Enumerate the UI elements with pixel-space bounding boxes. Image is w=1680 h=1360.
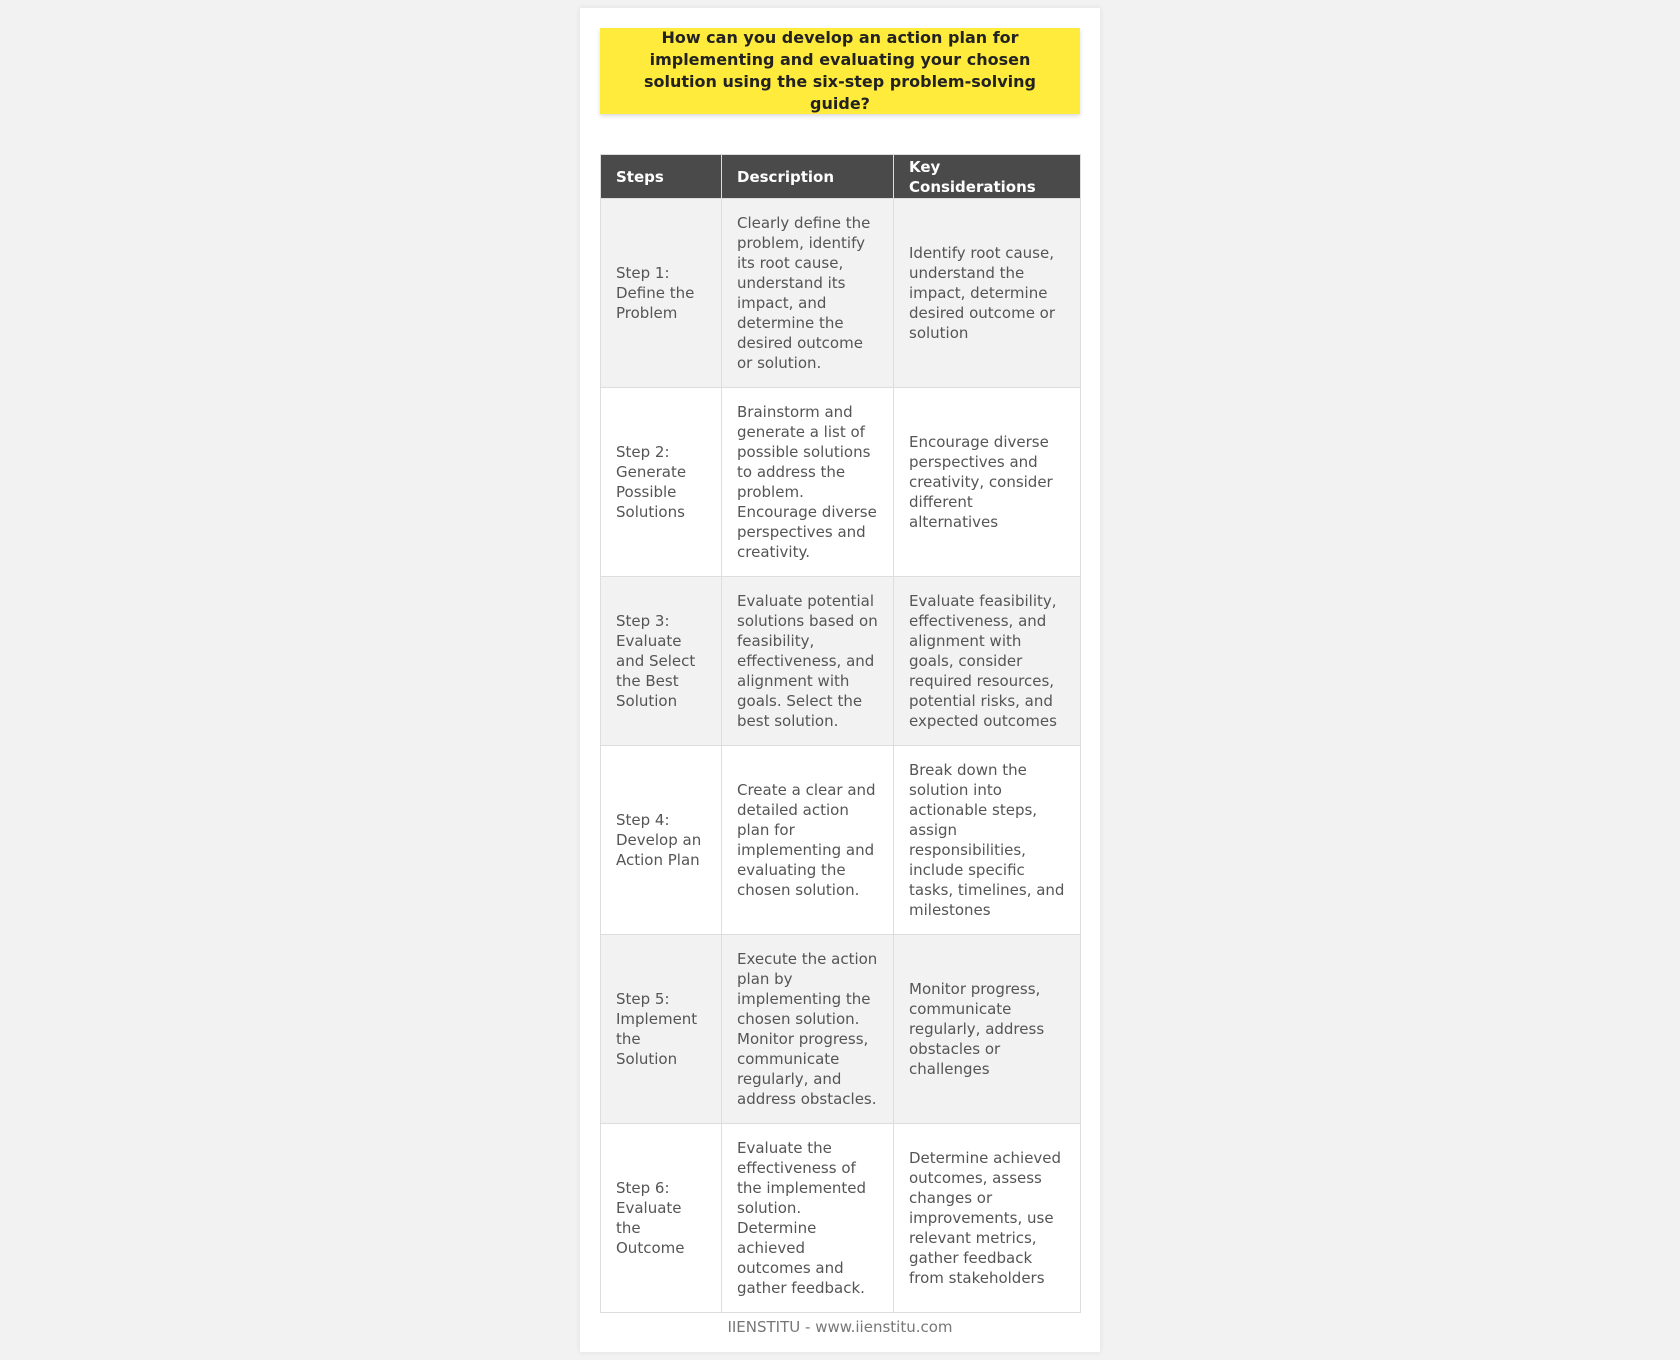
step-cell: Step 5: Implement the Solution bbox=[601, 935, 722, 1124]
description-cell: Brainstorm and generate a list of possible solutions to address the problem. Encourage diverse perspectives and creativity. bbox=[722, 388, 894, 577]
step-cell: Step 2: Generate Possible Solutions bbox=[601, 388, 722, 577]
description-cell: Clearly define the problem, identify its root cause, understand its impact, and determine the desired outcome or solution. bbox=[722, 199, 894, 388]
header-description: Description bbox=[722, 155, 894, 199]
description-cell: Evaluate potential solutions based on feasibility, effectiveness, and alignment with goals. Select the best solution. bbox=[722, 577, 894, 746]
table-row bbox=[601, 1124, 1081, 1313]
header-key-considerations: Key Considerations bbox=[894, 155, 1081, 199]
question-text: How can you develop an action plan for implementing and evaluating your chosen solution using the six-step problem-solving guide? bbox=[644, 28, 1036, 113]
step-cell: Step 4: Develop an Action Plan bbox=[601, 746, 722, 935]
step-cell: Step 3: Evaluate and Select the Best Solution bbox=[601, 577, 722, 746]
table-row bbox=[601, 935, 1081, 1124]
table-row bbox=[601, 746, 1081, 935]
steps-table bbox=[600, 154, 1081, 1313]
considerations-cell: Break down the solution into actionable steps, assign responsibilities, include specific tasks, timelines, and milestones bbox=[894, 746, 1081, 935]
considerations-cell: Encourage diverse perspectives and creativity, consider different alternatives bbox=[894, 388, 1081, 577]
step-cell: Step 1: Define the Problem bbox=[601, 199, 722, 388]
question-box bbox=[600, 28, 1080, 114]
step-cell: Step 6: Evaluate the Outcome bbox=[601, 1124, 722, 1313]
description-cell: Evaluate the effectiveness of the implemented solution. Determine achieved outcomes and gather feedback. bbox=[722, 1124, 894, 1313]
header-steps: Steps bbox=[601, 155, 722, 199]
content-card bbox=[580, 8, 1100, 1352]
table-row bbox=[601, 199, 1081, 388]
considerations-cell: Determine achieved outcomes, assess changes or improvements, use relevant metrics, gather feedback from stakeholders bbox=[894, 1124, 1081, 1313]
table-row bbox=[601, 577, 1081, 746]
considerations-cell: Evaluate feasibility, effectiveness, and alignment with goals, consider required resources, potential risks, and expected outcomes bbox=[894, 577, 1081, 746]
description-cell: Create a clear and detailed action plan for implementing and evaluating the chosen solution. bbox=[722, 746, 894, 935]
footer-credit: IIENSTITU - www.iienstitu.com bbox=[727, 1318, 953, 1336]
considerations-cell: Identify root cause, understand the impact, determine desired outcome or solution bbox=[894, 199, 1081, 388]
description-cell: Execute the action plan by implementing the chosen solution. Monitor progress, communicate regularly, and address obstacles. bbox=[722, 935, 894, 1124]
table-header-row bbox=[601, 155, 1081, 199]
table-row bbox=[601, 388, 1081, 577]
considerations-cell: Monitor progress, communicate regularly, address obstacles or challenges bbox=[894, 935, 1081, 1124]
